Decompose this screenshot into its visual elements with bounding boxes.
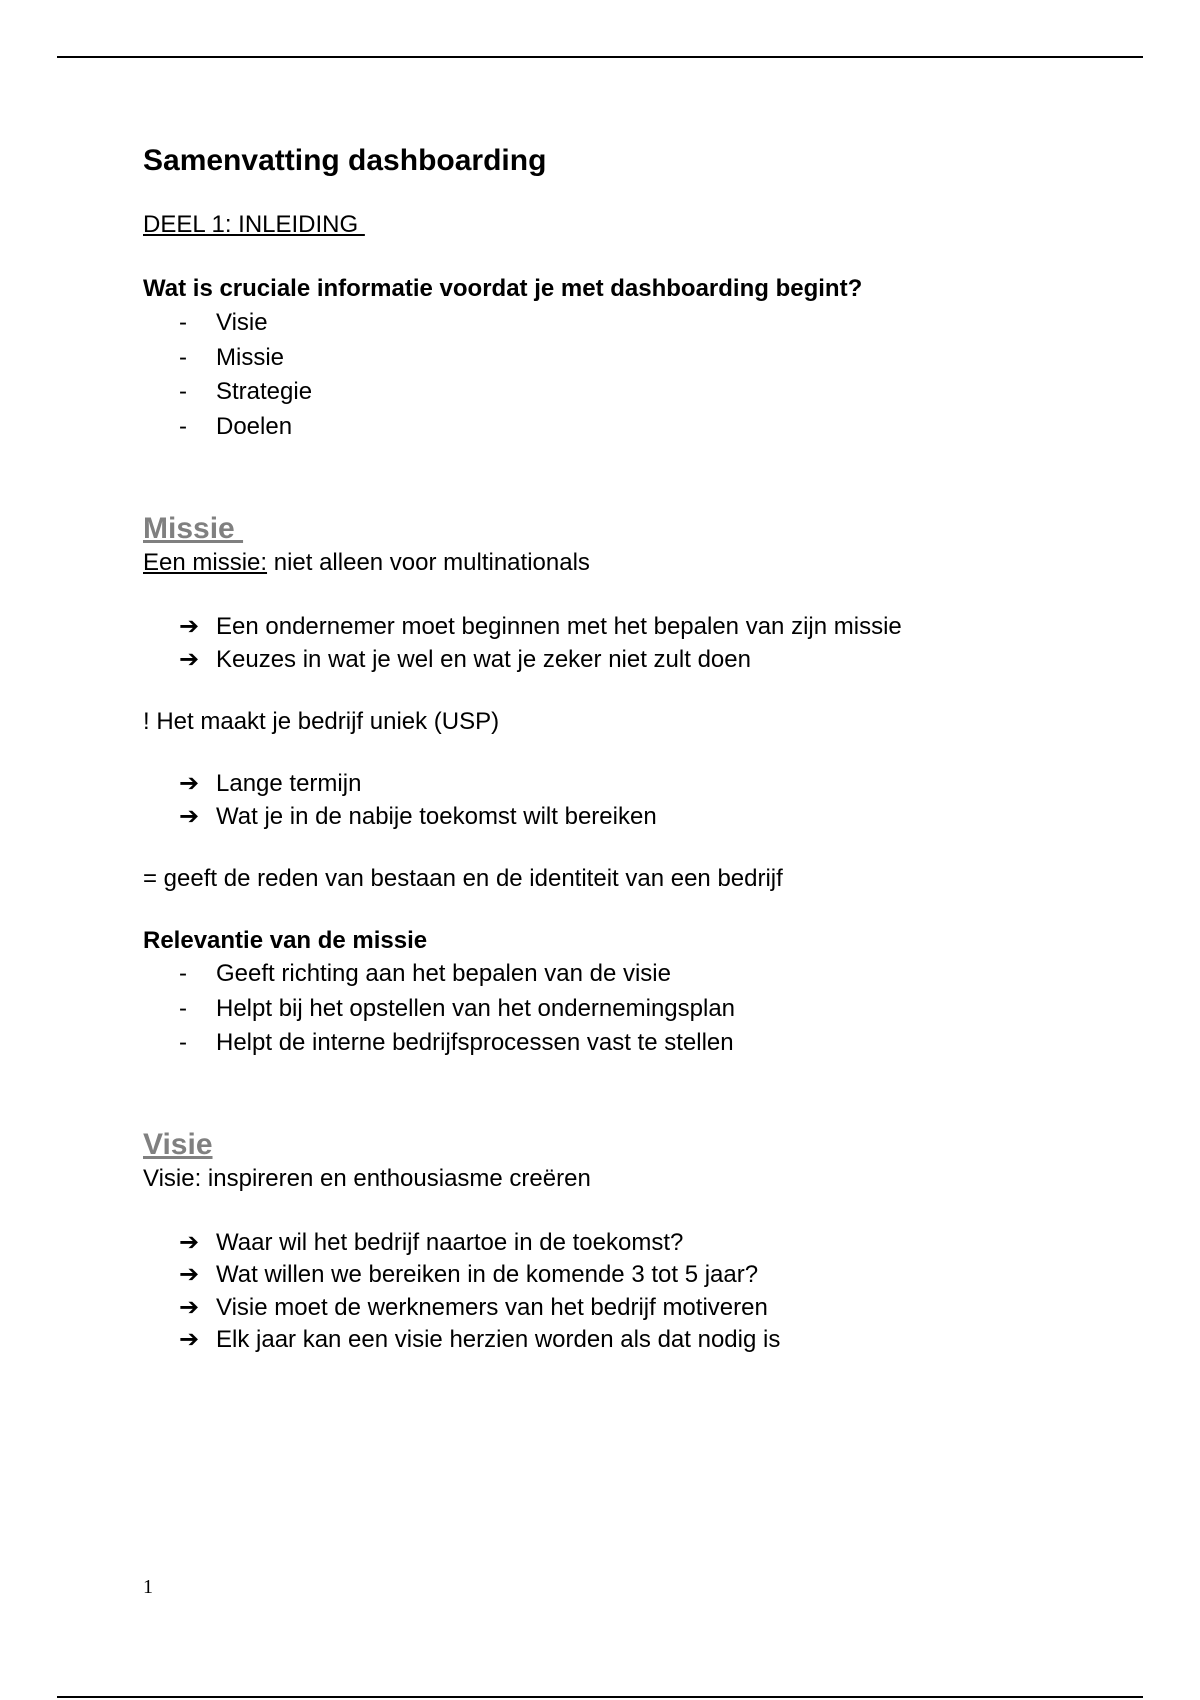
dash-icon: - [179, 994, 187, 1022]
list-item: ➔ Een ondernemer moet beginnen met het bepalen van zijn missie [143, 611, 1143, 644]
relevance-list [143, 957, 1143, 1061]
visie-arrow-list [143, 1227, 1143, 1357]
list-item: ➔ Waar wil het bedrijf naartoe in de toekomst? [143, 1227, 1143, 1260]
missie-note: ! Het maakt je bedrijf uniek (USP) [143, 708, 500, 735]
list-item: ➔ Wat willen we bereiken in de komende 3 tot 5 jaar? [143, 1259, 1143, 1292]
list-item: - Missie [143, 341, 1143, 376]
list-item: ➔ Lange termijn [143, 768, 1143, 801]
list-item: - Helpt bij het opstellen van het ondernemingsplan [143, 992, 1143, 1027]
list-item: - Strategie [143, 375, 1143, 410]
missie-arrow-list-2 [143, 768, 1143, 833]
dash-icon: - [179, 343, 187, 371]
arrow-right-icon: ➔ [179, 1293, 200, 1321]
page-number: 1 [143, 1576, 153, 1598]
list-item: - Visie [143, 306, 1143, 341]
dash-icon: - [179, 960, 187, 987]
list-item: ➔ Elk jaar kan een visie herzien worden als dat nodig is [143, 1324, 1143, 1357]
arrow-right-icon: ➔ [179, 645, 200, 673]
list-item: - Geeft richting aan het bepalen van de visie [143, 957, 1143, 992]
part-heading: DEEL 1: INLEIDING [143, 211, 365, 238]
dash-icon: - [179, 309, 187, 336]
dash-icon: - [179, 1029, 187, 1056]
relevance-heading: Relevantie van de missie [143, 927, 428, 954]
dash-icon: - [179, 412, 187, 440]
missie-heading: Missie [143, 512, 244, 545]
arrow-right-icon: ➔ [179, 1261, 200, 1288]
footer-rule [57, 1696, 1143, 1698]
question-heading: Wat is cruciale informatie voordat je met dashboarding begint? [143, 275, 863, 302]
dash-icon: - [179, 378, 187, 405]
missie-intro-text: niet alleen voor multinationals [267, 549, 590, 576]
document-title: Samenvatting dashboarding [143, 144, 547, 177]
visie-heading: Visie [143, 1127, 213, 1161]
list-item: ➔ Wat je in de nabije toekomst wilt bereiken [143, 801, 1143, 834]
missie-arrow-list-1 [143, 611, 1143, 676]
list-item: - Helpt de interne bedrijfsprocessen vast te stellen [143, 1026, 1143, 1061]
header-rule [57, 56, 1143, 58]
list-item: ➔ Visie moet de werknemers van het bedrijf motiveren [143, 1292, 1143, 1325]
document-body [143, 140, 1143, 1357]
arrow-right-icon: ➔ [179, 1228, 200, 1256]
arrow-right-icon: ➔ [179, 613, 200, 640]
visie-intro: Visie: inspireren en enthousiasme creëren [143, 1164, 591, 1192]
list-item: - Doelen [143, 410, 1143, 445]
arrow-right-icon: ➔ [179, 770, 200, 797]
list-item: ➔ Keuzes in wat je wel en wat je zeker niet zult doen [143, 644, 1143, 677]
missie-intro-label: Een missie: [143, 549, 268, 576]
missie-definition: = geeft de reden van bestaan en de identiteit van een bedrijf [143, 865, 783, 892]
arrow-right-icon: ➔ [179, 1326, 200, 1353]
arrow-right-icon: ➔ [179, 802, 200, 830]
missie-intro [143, 547, 1143, 579]
info-list [143, 306, 1143, 444]
